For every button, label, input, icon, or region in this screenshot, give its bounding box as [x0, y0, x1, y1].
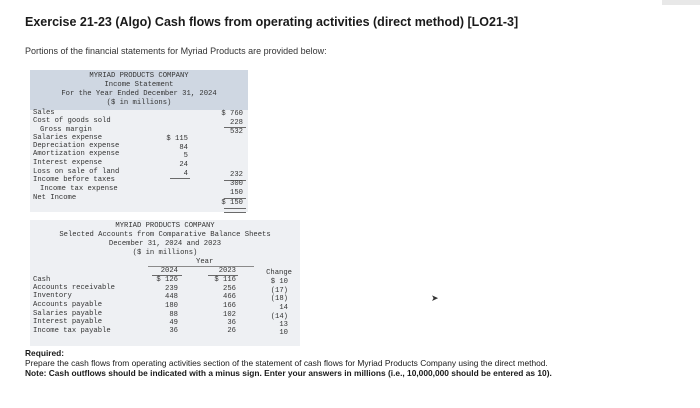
row-label: Depreciation expense: [33, 142, 120, 150]
statement-period: For the Year Ended December 31, 2024: [61, 90, 217, 98]
row-label: Accounts payable: [33, 301, 103, 309]
mouse-pointer-icon: ➤: [431, 293, 439, 303]
value-change: (17): [270, 287, 288, 295]
column-header-2024: 2024: [160, 267, 178, 275]
row-label: Accounts receivable: [33, 284, 115, 292]
value-change: 14: [279, 304, 288, 312]
column-header-2023: 2023: [218, 267, 236, 275]
row-inner-value: 4: [183, 170, 188, 178]
column-header-change: Change: [266, 269, 292, 277]
row-label: Gross margin: [40, 126, 92, 134]
value-2023: 102: [223, 311, 236, 319]
row-inner-value: 24: [179, 161, 188, 169]
row-outer-value: 532: [230, 128, 243, 136]
value-2024: 180: [165, 302, 178, 310]
value-change: (14): [270, 313, 288, 321]
row-outer-value: 228: [230, 119, 243, 127]
row-label: Loss on sale of land: [33, 168, 120, 176]
value-2023: 256: [223, 285, 236, 293]
row-label: Salaries expense: [33, 134, 103, 142]
statement-name: Income Statement: [104, 81, 174, 89]
exercise-title: Exercise 21-23 (Algo) Cash flows from operating activities (direct method) [LO21-3]: [25, 15, 519, 29]
row-outer-value: 232: [230, 171, 243, 179]
company-name: MYRIAD PRODUCTS COMPANY: [115, 222, 215, 230]
row-inner-value: 5: [183, 152, 188, 160]
row-outer-value: $ 150: [221, 199, 243, 207]
row-label: Salaries payable: [33, 310, 103, 318]
required-section: [25, 348, 675, 378]
value-2024: 36: [169, 327, 178, 335]
row-label: Income tax payable: [33, 327, 111, 335]
income-statement-panel: [30, 70, 248, 212]
required-text: Prepare the cash flows from operating activities section of the statement of cash flows for Myriad Products Company using the direct method.: [25, 358, 548, 368]
value-2024: 49: [169, 319, 178, 327]
value-change: 10: [279, 329, 288, 337]
double-rule: [224, 208, 246, 213]
value-change: $ 10: [270, 278, 288, 286]
row-label: Cash: [33, 276, 51, 284]
row-label: Cost of goods sold: [33, 117, 111, 125]
rule: [170, 178, 190, 179]
value-2024: $ 126: [156, 276, 178, 284]
statement-units: ($ in millions): [132, 249, 198, 257]
intro-text: Portions of the financial statements for Myriad Products are provided below:: [25, 46, 327, 56]
row-inner-value: $ 115: [166, 135, 188, 143]
income-statement-header: [30, 70, 248, 110]
row-inner-value: 84: [179, 144, 188, 152]
row-label: Amortization expense: [33, 150, 120, 158]
statement-period: December 31, 2024 and 2023: [108, 240, 222, 248]
value-2023: 466: [223, 293, 236, 301]
company-name: MYRIAD PRODUCTS COMPANY: [89, 72, 189, 80]
value-2023: $ 116: [214, 276, 236, 284]
required-note: Note: Cash outflows should be indicated with a minus sign. Enter your answers in millions (i.e., 10,000,000 should be entered as 10).: [25, 368, 552, 378]
statement-name: Selected Accounts from Comparative Balance Sheets: [59, 231, 271, 239]
row-label: Income tax expense: [40, 185, 118, 193]
value-2023: 36: [227, 319, 236, 327]
value-2024: 239: [165, 285, 178, 293]
value-2024: 88: [169, 311, 178, 319]
row-label: Sales: [33, 109, 55, 117]
row-label: Interest expense: [33, 159, 103, 167]
row-outer-value: $ 760: [221, 110, 243, 118]
year-header: Year: [196, 258, 214, 266]
row-label: Net Income: [33, 194, 77, 202]
value-change: (18): [270, 295, 288, 303]
value-2023: 26: [227, 327, 236, 335]
required-label: Required:: [25, 348, 65, 358]
row-outer-value: 150: [230, 189, 243, 197]
row-label: Inventory: [33, 292, 72, 300]
top-bar-fragment: [662, 0, 700, 5]
row-label: Interest payable: [33, 318, 103, 326]
row-outer-value: 300: [230, 180, 243, 188]
balance-sheet-header: [30, 220, 300, 268]
value-2023: 166: [223, 302, 236, 310]
balance-sheet-panel: [30, 220, 300, 346]
value-2024: 448: [165, 293, 178, 301]
row-label: Income before taxes: [33, 176, 115, 184]
statement-units: ($ in millions): [106, 99, 172, 107]
value-change: 13: [279, 321, 288, 329]
